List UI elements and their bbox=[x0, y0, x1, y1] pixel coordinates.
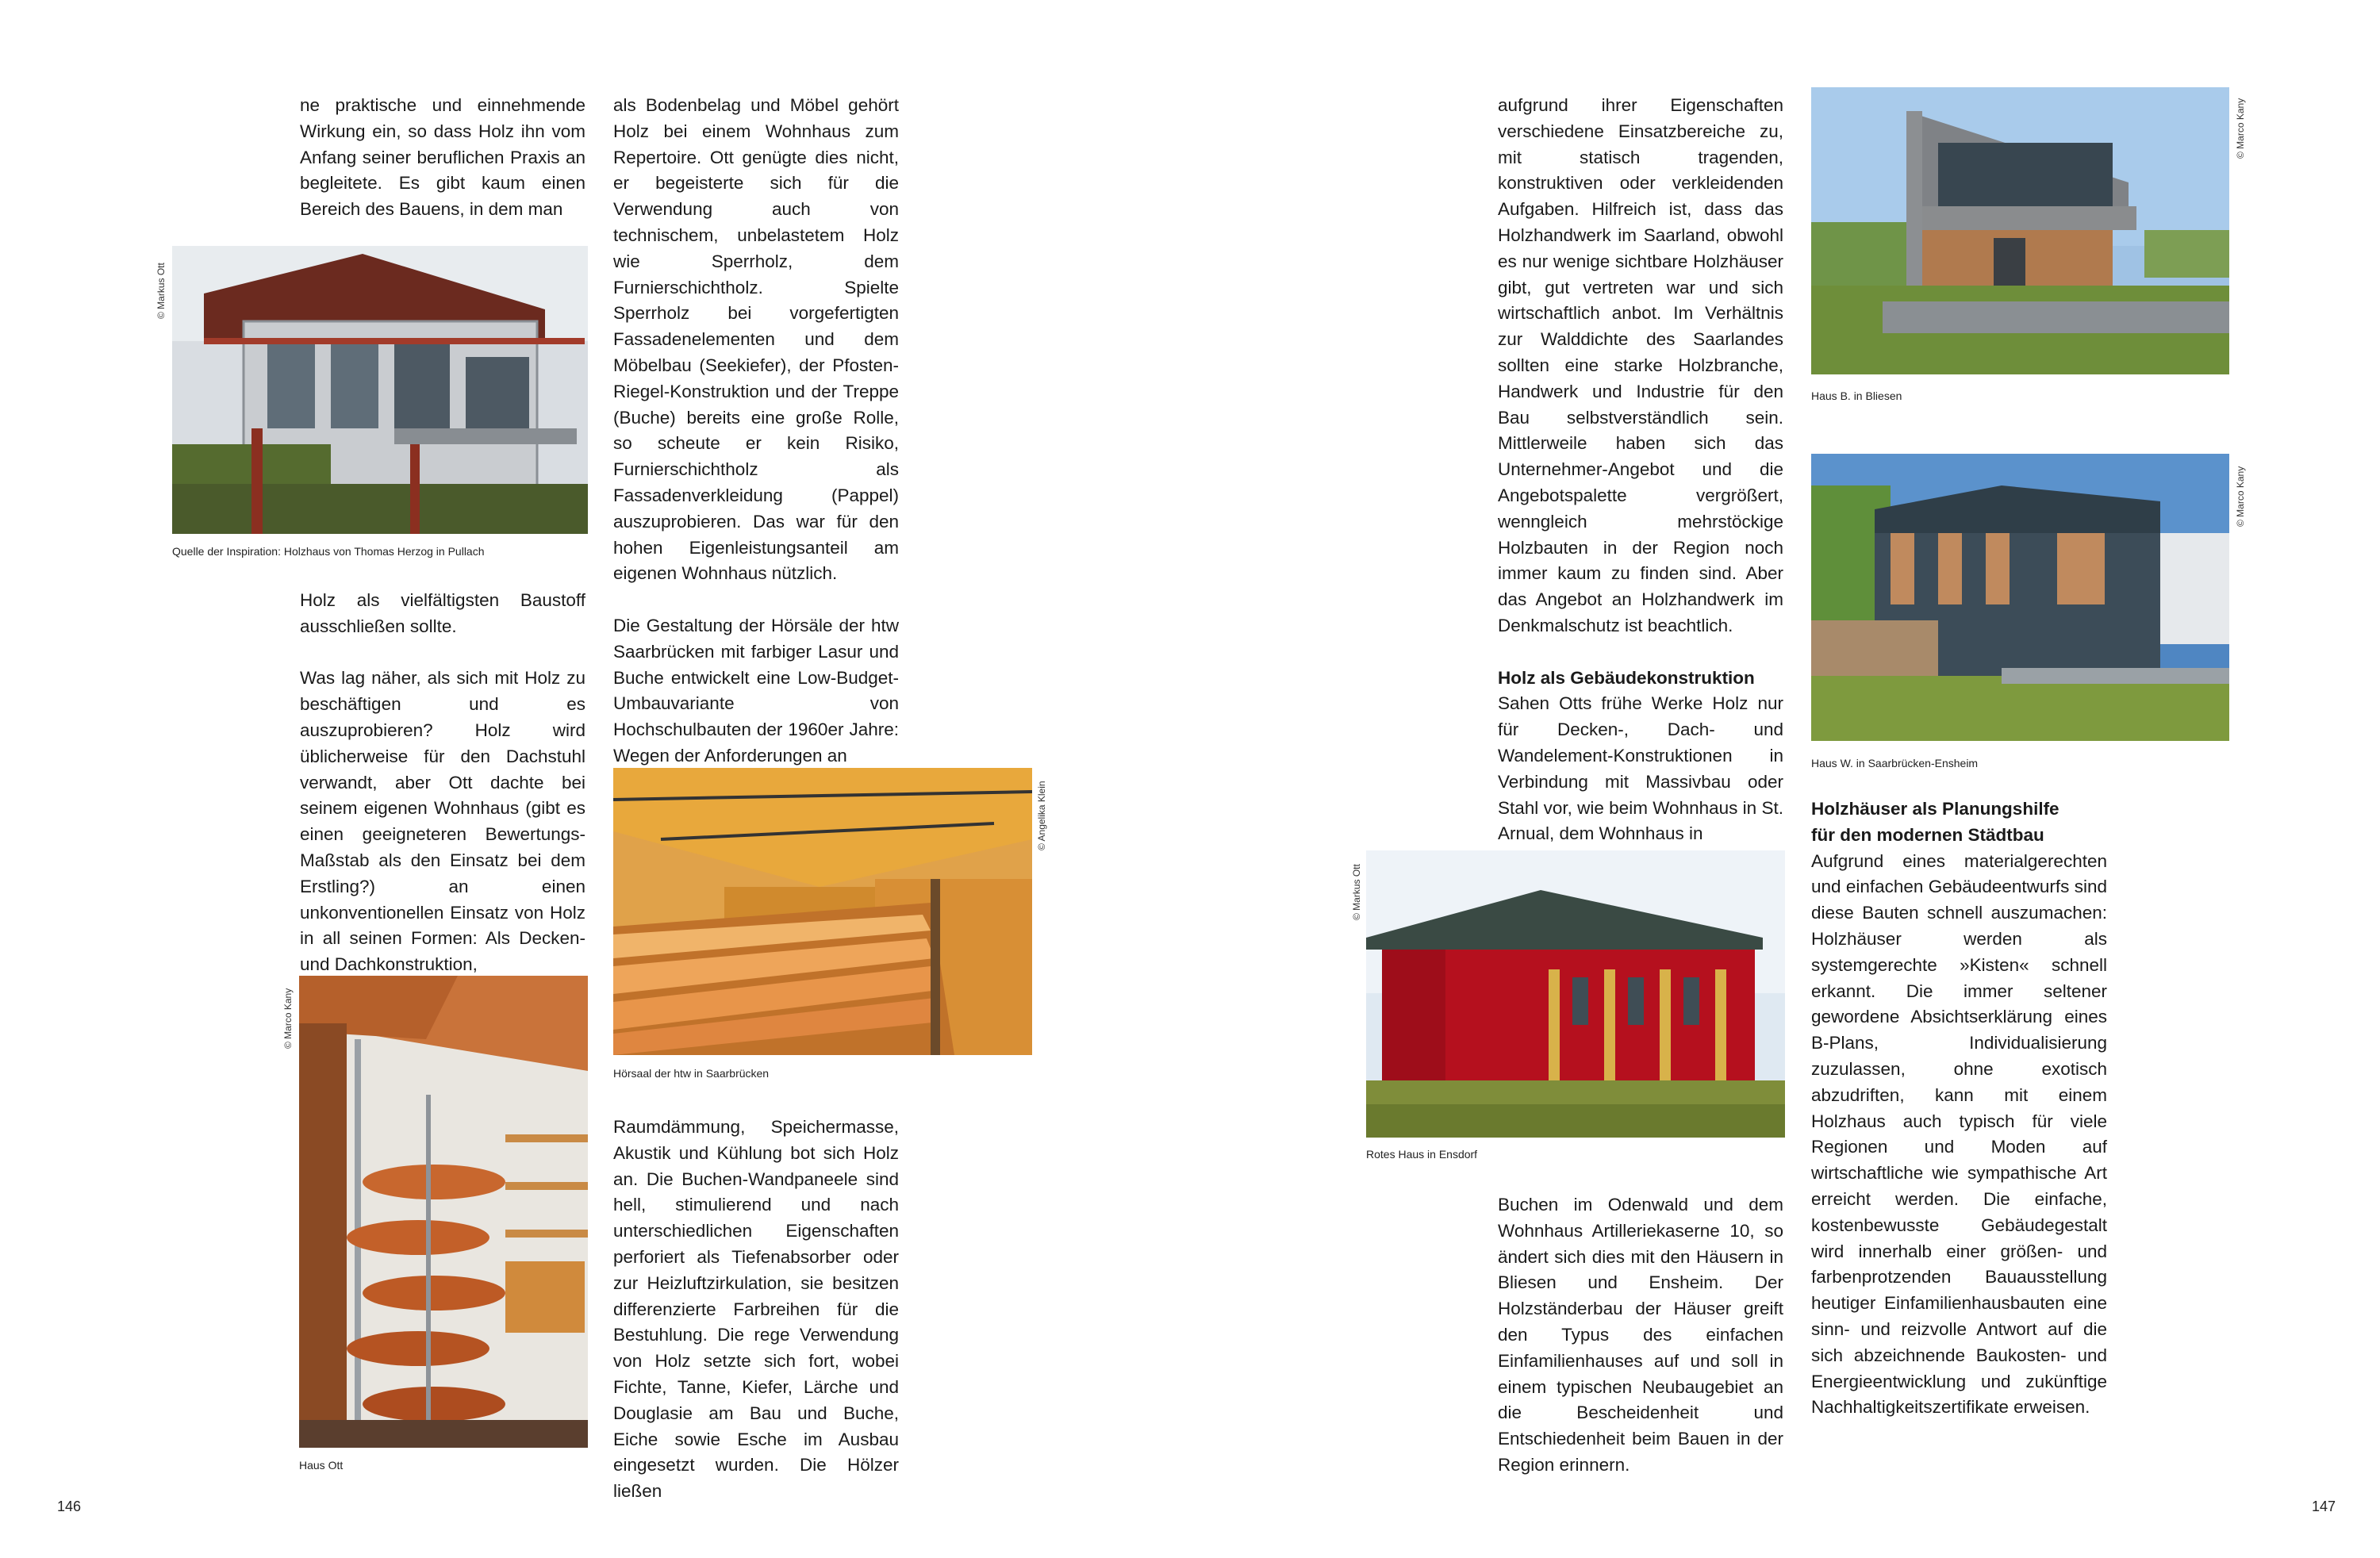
credit-haus-ensheim: © Marco Kany bbox=[2235, 466, 2246, 527]
right-col1-top bbox=[1498, 93, 1783, 847]
credit-herzog: © Markus Ott bbox=[155, 263, 167, 319]
right-col1-paragraph-2: Sahen Otts frühe Werke Holz nur für Decken-, Dach- und Wandelement-Konstruktionen in Verbindung mit Massivbau oder Stahl vor, wie beim Wohnhaus in St. Arnual, dem Wohnhaus in bbox=[1498, 693, 1783, 844]
photo-herzog-house bbox=[172, 246, 588, 534]
photo-hoersaal bbox=[613, 768, 1032, 1055]
left-col2-bottom bbox=[613, 1115, 899, 1505]
photo-rotes-haus bbox=[1366, 850, 1785, 1138]
caption-hoersaal: Hörsaal der htw in Saarbrücken bbox=[613, 1067, 770, 1080]
left-col1-paragraph-2: Holz als vielfältigsten Baustoff ausschließen sollte. bbox=[300, 590, 585, 636]
left-col1-bottom bbox=[300, 588, 585, 978]
page-number-left: 146 bbox=[57, 1499, 82, 1514]
caption-haus-ensheim: Haus W. in Saarbrücken-Ensheim bbox=[1811, 757, 1979, 769]
left-col2-paragraph-3: Raumdämmung, Speichermasse, Akustik und Kühlung bot sich Holz an. Die Buchen-Wandpaneele sind hell, stimulierend und nach unterschiedlichen Eigenschaften perforiert als Tiefenabsorber oder zur Heizluftzirkulation, sie besitzen differenzierte Farbreihen für die Bestuhlung. Die rege Verwendung von Holz setzte sich fort, wobei Fichte, Tanne, Kiefer, Lärche und Douglasie am Bau und Buche, Eiche sowie Esche im Ausbau eingesetzt wurden. Die Hölzer ließen bbox=[613, 1117, 899, 1502]
credit-rotes-haus: © Markus Ott bbox=[1351, 864, 1362, 920]
caption-herzog: Quelle der Inspiration: Holzhaus von Thomas Herzog in Pullach bbox=[172, 545, 485, 558]
left-col2-paragraph-2: Die Gestaltung der Hörsäle der htw Saarbrücken mit farbiger Lasur und Buche entwickelt eine Low-Budget-Umbauvariante von Hochschulbauten der 1960er Jahre: Wegen der Anforderungen an bbox=[613, 615, 899, 766]
right-col2-heading-line-2: für den modernen Städtbau bbox=[1811, 824, 2044, 845]
left-col2-top bbox=[613, 93, 899, 769]
right-col1-bottom bbox=[1498, 1192, 1783, 1479]
right-col2-paragraph-1: Aufgrund eines materialgerechten und einfachen Gebäudeentwurfs sind diese Bauten schnell auszumachen: Holzhäuser werden als systemgerechte »Kisten« schnell erkannt. Die immer seltener gewordene Absichtserklärung eines B-Plans, Individualisierung zuzulassen, ohne exotisch abzudriften, kann mit einem Holzhaus auch typisch für viele Regionen und Moden auf wirtschaftliche wie sympathische Art erreicht werden. Die einfache, kostenbewusste Gebäudegestalt wird innerhalb einer größen- und farbenprotzenden Bauausstellung heutiger Einfamilienhausbauten eine sinn- und reizvolle Antwort auf die sich abzeichnende Baukosten- und Energieentwicklung und zukünftige Nachhaltigkeitszertifikate erweisen. bbox=[1811, 850, 2107, 1418]
left-col1-top bbox=[300, 93, 585, 223]
right-col1-paragraph-3: Buchen im Odenwald und dem Wohnhaus Artilleriekaserne 10, so ändert sich dies mit den Häusern in Bliesen und Ensheim. Der Holzständerbau der Häuser greift den Typus des einfachen Einfamilienhauses auf und soll in einem typischen Neubaugebiet an die Bescheidenheit und Entschiedenheit beim Bauen in der Region erinnern. bbox=[1498, 1195, 1783, 1475]
left-col2-paragraph-1: als Bodenbelag und Möbel gehört Holz bei einem Wohnhaus zum Repertoire. Ott genügte dies nicht, er begeisterte sich für die Verwendung auch von technischem, unbelastetem Holz wie Sperrholz, dem Furnierschichtholz. Spielte Sperrholz bei vorgefertigten Fassadenelementen und dem Möbelbau (Seekiefer), der Pfosten-Riegel-Konstruktion und der Treppe (Buche) bereits eine große Rolle, so scheute er kein Risiko, Furnierschichtholz als Fassadenverkleidung (Pappel) auszuprobieren. Das war für den hohen Eigenleistungsanteil am eigenen Wohnhaus nützlich. bbox=[613, 95, 899, 584]
credit-hoersaal: © Angelika Klein bbox=[1036, 781, 1047, 850]
left-col1-paragraph-1: ne praktische und einnehmende Wirkung ein, so dass Holz ihn vom Anfang seiner beruflichen Praxis an begleitete. Es gibt kaum einen Bereich des Bauens, in dem man bbox=[300, 95, 585, 220]
right-col1-heading: Holz als Gebäudekonstruktion bbox=[1498, 667, 1755, 688]
credit-haus-ott: © Marco Kany bbox=[282, 988, 294, 1049]
photo-haus-ott bbox=[299, 976, 588, 1448]
left-col1-paragraph-3: Was lag näher, als sich mit Holz zu beschäftigen und es auszuprobieren? Holz wird üblicherweise für den Dachstuhl verwandt, aber Ott dachte bei seinem eigenen Wohnhaus (gibt es einen geeigneteren Bewertungs-Maßstab als den Einsatz bei dem Erstling?) an einen unkonventionellen Einsatz von Holz in all seinen Formen: Als Decken- und Dachkonstruktion, bbox=[300, 668, 585, 975]
caption-haus-ott: Haus Ott bbox=[299, 1459, 344, 1472]
caption-haus-bliesen: Haus B. in Bliesen bbox=[1811, 390, 1902, 402]
right-col1-paragraph-1: aufgrund ihrer Eigenschaften verschiedene Einsatzbereiche zu, mit statisch tragenden, konstruktiven oder verkleidenden Aufgaben. Hilfreich ist, dass das Holzhandwerk im Saarland, obwohl es nur wenige sichtbare Holzhäuser gibt, gut vertreten war und sich wirtschaftlich anbot. Im Verhältnis zur Walddichte des Saarlandes sollten eine starke Holzbranche, Handwerk und Industrie für den Bau selbstverständlich sein. Mittlerweile haben sich das Unternehmer-Angebot und die Angebotspalette vergrößert, wenngleich mehrstöckige Holzbauten in der Region noch immer kaum zu finden sind. Aber das Angebot an Holzhandwerk im Denkmalschutz ist beachtlich. bbox=[1498, 95, 1783, 635]
right-col2 bbox=[1811, 796, 2107, 1421]
caption-rotes-haus: Rotes Haus in Ensdorf bbox=[1366, 1148, 1478, 1161]
credit-haus-bliesen: © Marco Kany bbox=[2235, 98, 2246, 159]
photo-haus-bliesen bbox=[1811, 87, 2229, 374]
right-col2-heading-line-1: Holzhäuser als Planungshilfe bbox=[1811, 799, 2059, 819]
photo-haus-ensheim bbox=[1811, 454, 2229, 741]
page-number-right: 147 bbox=[2312, 1499, 2336, 1514]
